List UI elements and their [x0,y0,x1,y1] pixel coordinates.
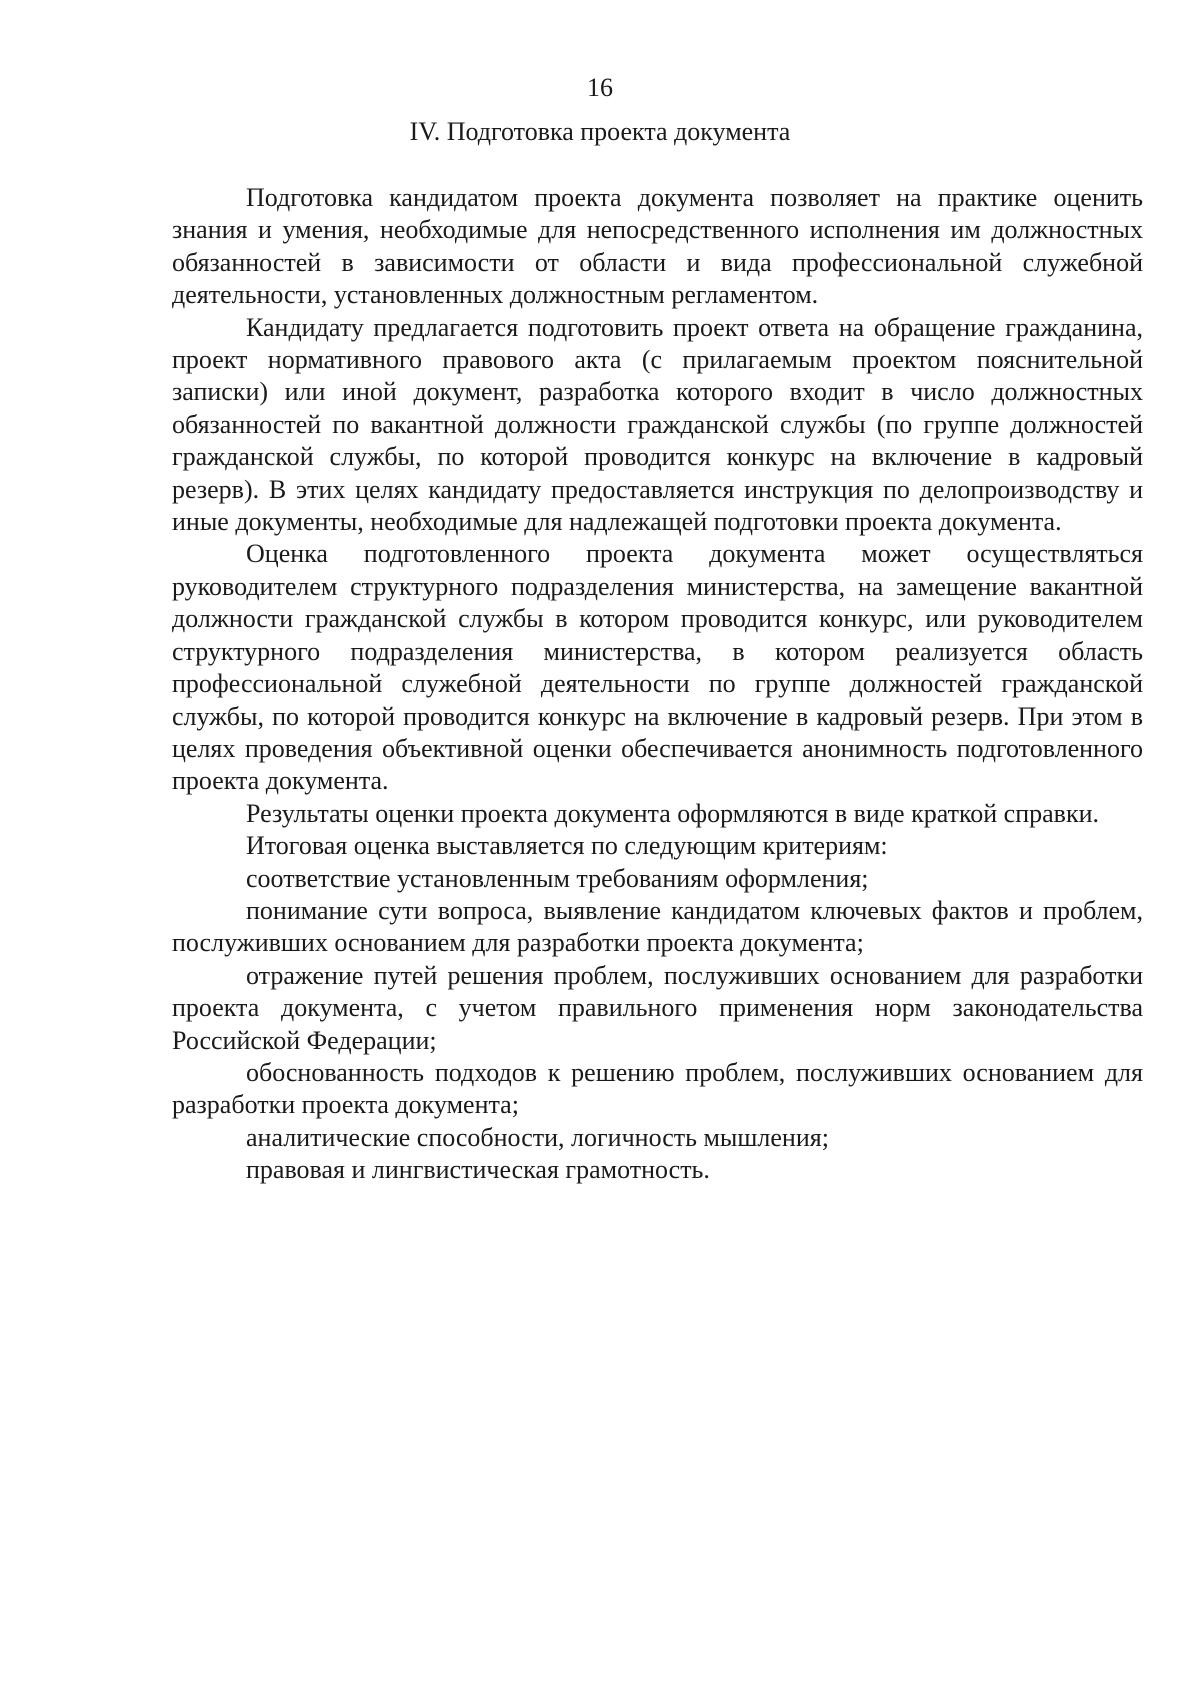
criterion-solutions: отражение путей решения проблем, послуживших основанием для разработки проекта документа, с учетом правильного применения норм законодательства Российской Федерации; [172,960,1143,1055]
paragraph-results: Результаты оценки проекта документа оформляются в виде краткой справки. [246,798,1099,828]
criterion-formatting: соответствие установленным требованиям оформления; [246,863,869,893]
paragraph-task: Кандидату предлагается подготовить проект ответа на обращение гражданина, проект нормативного правового акта (с прилагаемым проектом пояснительной записки) или иной документ, разработка которого входит в число должностных обязанностей по вакантной должности гражданской службы (по группе должностей гражданской службы, по которой проводится конкурс на включение в кадровый резерв). В этих целях кандидату предоставляется инструкция по делопроизводству и иные документы, необходимые для надлежащей подготовки проекта документа. [172,312,1143,537]
criterion-literacy: правовая и лингвистическая грамотность. [246,1155,710,1185]
paragraph-criteria-intro: Итоговая оценка выставляется по следующим критериям: [246,831,888,861]
paragraph-evaluation: Оценка подготовленного проекта документа может осуществляться руководителем структурного подразделения министерства, на замещение вакантной должности гражданской службы в котором проводится конкурс, или руководителем структурного подразделения министерства, в котором реализуется область профессиональной служебной деятельности по группе должностей гражданской службы, по которой проводится конкурс на включение в кадровый резерв. При этом в целях проведения объективной оценки обеспечивается анонимность подготовленного проекта документа. [172,539,1143,796]
criterion-analytical: аналитические способности, логичность мышления; [246,1122,829,1152]
criterion-justification: обоснованность подходов к решению проблем, послуживших основанием для разработки проекта документа; [172,1057,1143,1120]
body-text [172,182,1143,1187]
paragraph-purpose: Подготовка кандидатом проекта документа позволяет на практике оценить знания и умения, необходимые для непосредственного исполнения им должностных обязанностей в зависимости от области и вида профессиональной служебной деятельности, установленных должностным регламентом. [172,183,1143,310]
page-number: 16 [587,73,613,102]
section-title: IV. Подготовка проекта документа [409,117,791,146]
criterion-understanding: понимание сути вопроса, выявление кандидатом ключевых фактов и проблем, послуживших основанием для разработки проекта документа; [172,895,1143,958]
